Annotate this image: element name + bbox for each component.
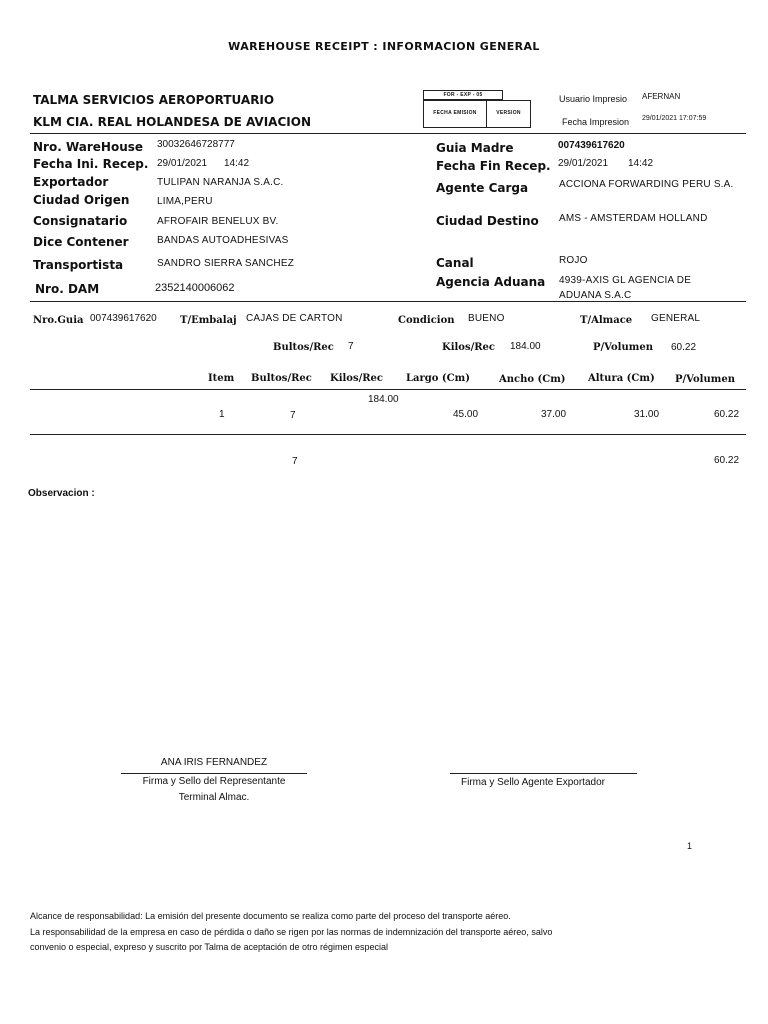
fecha-impresion-value: 29/01/2021 17:07:59 xyxy=(642,115,707,122)
kilos-rec-label: Kilos/Rec xyxy=(442,342,496,353)
ciudad-origen-value: LIMA,PERU xyxy=(157,196,213,207)
total-bultos: 7 xyxy=(292,456,298,467)
col-p-volumen-header: P/Volumen xyxy=(675,374,735,385)
form-code: FOR - EXP - 05 xyxy=(443,92,483,98)
transportista-value: SANDRO SIERRA SANCHEZ xyxy=(157,258,295,269)
footer-line-3: convenio o especial, expreso y suscrito por Talma de aceptación de otro régimen especial xyxy=(30,942,389,952)
exportador-label: Exportador xyxy=(33,175,109,189)
ciudad-destino-value: AMS - AMSTERDAM HOLLAND xyxy=(559,213,708,224)
p-volumen-label: P/Volumen xyxy=(593,342,653,353)
details-divider xyxy=(30,301,746,302)
signature-left-caption-2: Terminal Almac. xyxy=(178,792,250,803)
form-emission-box xyxy=(423,100,487,128)
form-version: VERSION xyxy=(496,110,521,116)
row-altura: 31.00 xyxy=(634,409,660,420)
col-largo-header: Largo (Cm) xyxy=(406,373,470,384)
agente-carga-value: ACCIONA FORWARDING PERU S.A. xyxy=(559,179,734,190)
form-code-box xyxy=(423,90,503,100)
fecha-impresion-label: Fecha Impresion xyxy=(562,117,630,127)
ciudad-origen-label: Ciudad Origen xyxy=(33,193,130,207)
t-embalaj-value: CAJAS DE CARTON xyxy=(246,313,343,324)
col-kilos-header: Kilos/Rec xyxy=(330,373,384,384)
observacion-label: Observacion : xyxy=(28,488,95,499)
row-kilos: 184.00 xyxy=(368,394,399,405)
nro-warehouse-label: Nro. WareHouse xyxy=(33,140,144,154)
fecha-ini-recep-label: Fecha Ini. Recep. xyxy=(33,157,149,171)
company-name: TALMA SERVICIOS AEROPORTUARIO xyxy=(33,93,275,107)
signature-left-caption-1: Firma y Sello del Representante xyxy=(142,776,286,787)
p-volumen-value: 60.22 xyxy=(671,342,697,353)
form-fecha-emision: FECHA EMISION xyxy=(433,110,477,116)
airline-name: KLM CIA. REAL HOLANDESA DE AVIACION xyxy=(33,115,311,129)
agencia-aduana-value-2: ADUANA S.A.C xyxy=(559,290,632,301)
fecha-fin-recep-date: 29/01/2021 xyxy=(558,158,609,169)
footer-line-1: Alcance de responsabilidad: La emisión del presente documento se realiza como parte del proceso del transporte aéreo. xyxy=(30,911,511,921)
condicion-label: Condicion xyxy=(398,315,455,326)
bultos-rec-label: Bultos/Rec xyxy=(273,342,334,353)
canal-value: ROJO xyxy=(559,255,588,266)
guia-madre-label: Guia Madre xyxy=(436,141,514,155)
row-p-volumen: 60.22 xyxy=(714,409,740,420)
canal-label: Canal xyxy=(436,256,474,270)
form-version-box xyxy=(486,100,531,128)
col-bultos-header: Bultos/Rec xyxy=(251,373,312,384)
signature-right-line xyxy=(450,773,637,774)
nro-dam-label: Nro. DAM xyxy=(35,282,100,296)
header-divider xyxy=(30,133,746,134)
consignatario-label: Consignatario xyxy=(33,214,128,228)
consignatario-value: AFROFAIR BENELUX BV. xyxy=(157,216,279,227)
dice-contener-label: Dice Contener xyxy=(33,235,129,249)
signature-left-name: ANA IRIS FERNANDEZ xyxy=(160,757,268,768)
nro-warehouse-value: 30032646728777 xyxy=(157,139,235,150)
exportador-value: TULIPAN NARANJA S.A.C. xyxy=(157,177,284,188)
dice-contener-value: BANDAS AUTOADHESIVAS xyxy=(157,235,289,246)
page-title: WAREHOUSE RECEIPT : INFORMACION GENERAL xyxy=(228,40,540,53)
row-largo: 45.00 xyxy=(453,409,479,420)
row-ancho: 37.00 xyxy=(541,409,567,420)
nro-guia-value: 007439617620 xyxy=(90,313,157,324)
t-almace-label: T/Almace xyxy=(580,315,633,326)
usuario-impresio-label: Usuario Impresio xyxy=(559,94,628,104)
total-p-volumen: 60.22 xyxy=(714,455,740,466)
row-bultos: 7 xyxy=(290,410,296,421)
t-almace-value: GENERAL xyxy=(651,313,701,324)
agencia-aduana-value-1: 4939-AXIS GL AGENCIA DE xyxy=(559,275,692,286)
kilos-rec-value: 184.00 xyxy=(510,341,541,352)
footer-line-2: La responsabilidad de la empresa en caso de pérdida o daño se rigen por las normas de indemnización del transporte aéreo, salvo xyxy=(30,927,553,937)
agencia-aduana-label: Agencia Aduana xyxy=(436,275,546,289)
fecha-fin-recep-time: 14:42 xyxy=(628,158,654,169)
t-embalaj-label: T/Embalaj xyxy=(180,315,237,326)
col-ancho-header: Ancho (Cm) xyxy=(499,374,566,385)
page-number: 1 xyxy=(687,841,693,851)
table-bottom-divider xyxy=(30,434,746,435)
bultos-rec-value: 7 xyxy=(348,341,354,352)
agente-carga-label: Agente Carga xyxy=(436,181,529,195)
transportista-label: Transportista xyxy=(33,258,124,272)
signature-left-line xyxy=(121,773,307,774)
usuario-impresio-value: AFERNAN xyxy=(642,92,681,101)
table-header-divider xyxy=(30,389,746,390)
condicion-value: BUENO xyxy=(468,313,505,324)
col-item-header: Item xyxy=(208,373,235,384)
col-altura-header: Altura (Cm) xyxy=(588,373,655,384)
ciudad-destino-label: Ciudad Destino xyxy=(436,214,539,228)
guia-madre-value: 007439617620 xyxy=(558,140,625,151)
fecha-ini-recep-date: 29/01/2021 xyxy=(157,158,208,169)
row-item: 1 xyxy=(219,409,225,420)
nro-guia-label: Nro.Guia xyxy=(33,315,84,326)
nro-dam-value: 2352140006062 xyxy=(155,282,235,294)
fecha-fin-recep-label: Fecha Fin Recep. xyxy=(436,159,551,173)
signature-right-caption: Firma y Sello Agente Exportador xyxy=(461,777,605,788)
fecha-ini-recep-time: 14:42 xyxy=(224,158,250,169)
